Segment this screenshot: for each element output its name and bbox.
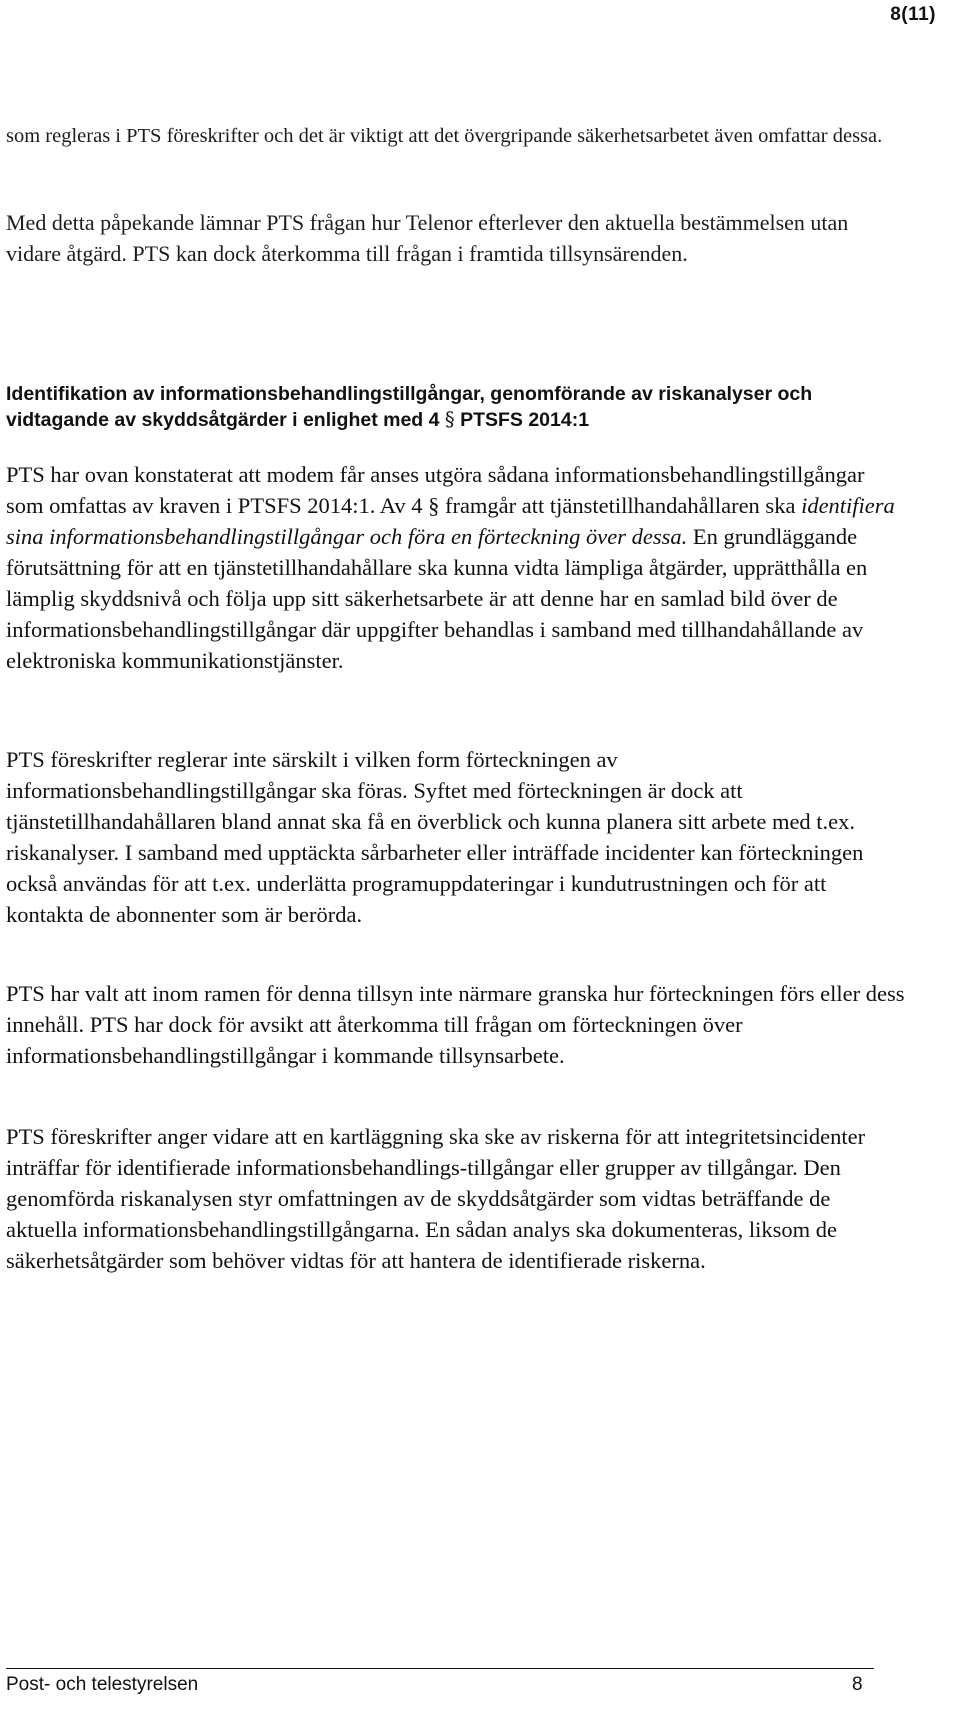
paragraph-5: PTS har valt att inom ramen för denna tillsyn inte närmare granska hur förteckningen förs eller dess innehåll. PTS har dock för avsikt att återkomma till frågan om förteckningen över informationsbehandlingstillgångar i kommande tillsynsarbete. bbox=[6, 981, 905, 1068]
section-heading bbox=[6, 381, 906, 433]
paragraph-4: PTS föreskrifter reglerar inte särskilt i vilken form förteckningen av informationsbehandlingstillgångar ska föras. Syftet med förteckningen är dock att tjänstetillhandahållaren bland annat ska få en överblick och kunna planera sitt arbete med t.ex. riskanalyser. I samband med upptäckta sårbarheter eller inträffade incidenter kan förteckningen också användas för att t.ex. underlätta programuppdateringar i kundutrustningen och för att kontakta de abonnenter som är berörda. bbox=[6, 747, 864, 927]
paragraph-3-text-1: PTS har ovan konstaterat att modem får anses utgöra sådana informationsbehandlingstillgångar som omfattas av kraven i PTSFS 2014:1. Av 4 bbox=[6, 462, 865, 518]
heading-section-sign: § bbox=[444, 408, 455, 431]
page-indicator: 8(11) bbox=[890, 4, 936, 25]
footer-organization: Post- och telestyrelsen bbox=[6, 1674, 199, 1695]
paragraph-3-italic: identifiera sina informationsbehandlingstillgångar och föra en förteckning över dessa. bbox=[6, 493, 895, 549]
paragraph-3 bbox=[6, 459, 906, 676]
paragraph-2: Med detta påpekande lämnar PTS frågan hur Telenor efterlever den aktuella bestämmelsen utan vidare åtgärd. PTS kan dock återkomma till frågan i framtida tillsynsärenden. bbox=[6, 210, 849, 266]
heading-text-1: Identifikation av informationsbehandlingstillgångar, genomförande av riskanalyser och vidtagande av skyddsåtgärder i enlighet med 4 bbox=[6, 383, 813, 431]
paragraph-1: som regleras i PTS föreskrifter och det är viktigt att det övergripande säkerhetsarbetet även omfattar dessa. bbox=[6, 125, 883, 147]
heading-text-2: PTSFS 2014:1 bbox=[454, 409, 590, 431]
footer-page-number: 8 bbox=[852, 1674, 863, 1695]
paragraph-3-text-3: En grundläggande förutsättning för att en tjänstetillhandahållare ska kunna vidta lämpliga åtgärder, upprätthålla en lämplig skyddsnivå och följa upp sitt säkerhetsarbete är att denne har en samlad bild över de informationsbehandlingstillgångar där uppgifter behandlas i samband med tillhandahållande av elektroniska kommunikationstjänster. bbox=[6, 524, 868, 673]
paragraph-3-text-2: framgår att tjänstetillhandahållaren ska bbox=[439, 493, 802, 518]
paragraph-6: PTS föreskrifter anger vidare att en kartläggning ska ske av riskerna för att integritetsincidenter inträffar för identifierade informationsbehandlings-tillgångar eller grupper av tillgångar. Den genomförda riskanalysen styr omfattningen av de skyddsåtgärder som vidtas beträffande de aktuella informationsbehandlingstillgångarna. En sådan analys ska dokumenteras, liksom de säkerhetsåtgärder som behöver vidtas för att hantera de identifierade riskerna. bbox=[6, 1124, 866, 1273]
paragraph-3-section-sign: § bbox=[428, 493, 440, 518]
footer-divider bbox=[6, 1668, 874, 1669]
